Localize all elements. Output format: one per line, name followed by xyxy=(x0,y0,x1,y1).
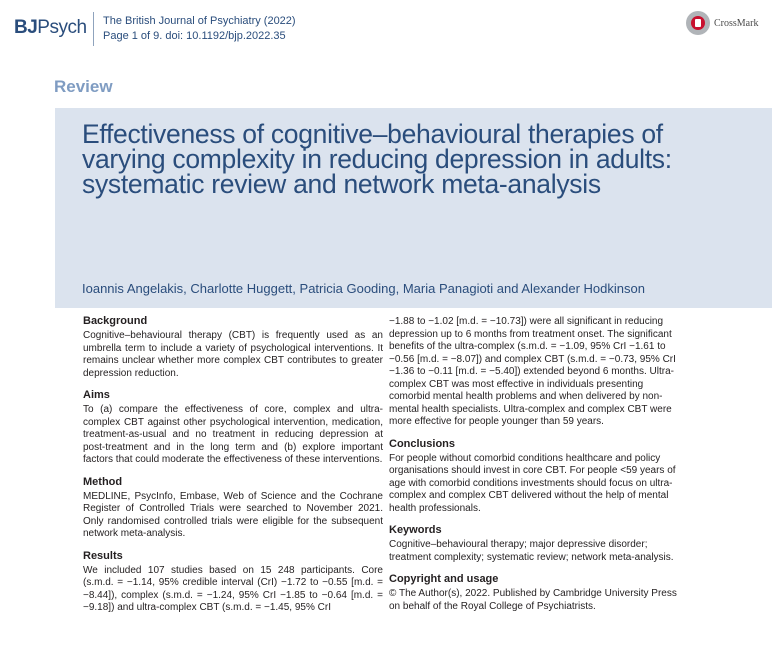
conclusions-text: For people without comorbid conditions healthcare and policy organisations should invest in core CBT. For people <59 years of age with comorbid conditions investments should focus on ultra-complex and complex CBT delivered without the help of mental health professionals. xyxy=(389,452,676,514)
abstract-copyright xyxy=(389,572,685,613)
crossmark-label: CrossMark xyxy=(714,17,759,29)
crossmark-badge[interactable] xyxy=(686,10,766,36)
abstract-right-column xyxy=(389,314,685,621)
journal-meta xyxy=(103,14,296,44)
abstract-aims xyxy=(83,388,383,467)
journal-logo xyxy=(14,14,86,42)
conclusions-heading: Conclusions xyxy=(389,437,456,450)
keywords-text: Cognitive–behavioural therapy; major depressive disorder; treatment complexity; systematic review; network meta-analysis. xyxy=(389,539,674,563)
journal-logo-psych: Psych xyxy=(37,17,87,38)
method-text: MEDLINE, PsycInfo, Embase, Web of Science and the Cochrane Register of Controlled Trials were searched to November 2021. Only randomised controlled trials were eligible for the subsequent network meta-analysis. xyxy=(83,490,383,539)
abstract-method xyxy=(83,475,383,541)
background-heading: Background xyxy=(83,315,148,327)
keywords-heading: Keywords xyxy=(389,524,442,536)
article-title: Effectiveness of cognitive–behavioural therapies of varying complexity in reducing depression in adults: systematic review and network meta-analysis xyxy=(82,119,672,199)
copyright-heading: Copyright and usage xyxy=(389,573,499,585)
article-type-label: Review xyxy=(54,77,113,96)
abstract-keywords xyxy=(389,523,685,564)
crossmark-icon xyxy=(686,11,710,35)
results-text-part1: We included 107 studies based on 15 248 participants. Core (s.m.d. = −1.14, 95% credible interval (CrI) −1.72 to −0.55 [m.d. = −8.44]), complex (s.m.d. = −1.24, 95% CrI −1.85 to −0.64 [m.d. = −9.18]) and ultra-complex CBT (s.m.d. = −1.45, 95% CrI xyxy=(83,564,383,613)
aims-text: To (a) compare the effectiveness of core, complex and ultra-complex CBT against other psychological intervention, medication, treatment-as-usual and no treatment in reducing depression at post-treatment and in the long term and (b) explore important factors that could moderate the effectiveness of these interventions. xyxy=(83,404,383,465)
abstract-left-column xyxy=(83,314,383,623)
results-heading: Results xyxy=(83,549,123,562)
header-divider xyxy=(93,12,94,46)
abstract-results-continued xyxy=(389,316,685,429)
background-text: Cognitive–behavioural therapy (CBT) is frequently used as an umbrella term to include a variety of psychological interventions. It remains unclear whether more complex CBT contributes to greater depression reduction. xyxy=(83,330,383,379)
method-heading: Method xyxy=(83,475,123,488)
abstract-results xyxy=(83,549,383,615)
journal-logo-bj: BJ xyxy=(14,17,38,38)
abstract-conclusions xyxy=(389,437,685,516)
page-info: Page 1 of 9. doi: 10.1192/bjp.2022.35 xyxy=(103,30,286,42)
abstract-background xyxy=(83,314,383,380)
author-list: Ioannis Angelakis, Charlotte Huggett, Patricia Gooding, Maria Panagioti and Alexander Hodkinson xyxy=(82,281,645,296)
aims-heading: Aims xyxy=(83,389,110,401)
copyright-text: © The Author(s), 2022. Published by Cambridge University Press on behalf of the Royal College of Psychiatrists. xyxy=(389,588,677,612)
journal-name: The British Journal of Psychiatry (2022) xyxy=(103,15,296,27)
results-text-part2: −1.88 to −1.02 [m.d. = −10.73]) were all significant in reducing depression up to 6 months from treatment onset. The significant benefits of the ultra-complex (s.m.d. = −1.09, 95% CrI −1.61 to −0.56 [m.d. = −8.07]) and complex CBT (s.m.d. = −0.73, 95% CrI −1.36 to −0.11 [m.d. = −5.40]) extended beyond 6 months. Ultra-complex CBT was most effective in individuals presenting comorbid mental health problems and when delivered by non-mental health specialists. Ultra-complex and complex CBT were more effective for people younger than 59 years. xyxy=(389,316,676,427)
